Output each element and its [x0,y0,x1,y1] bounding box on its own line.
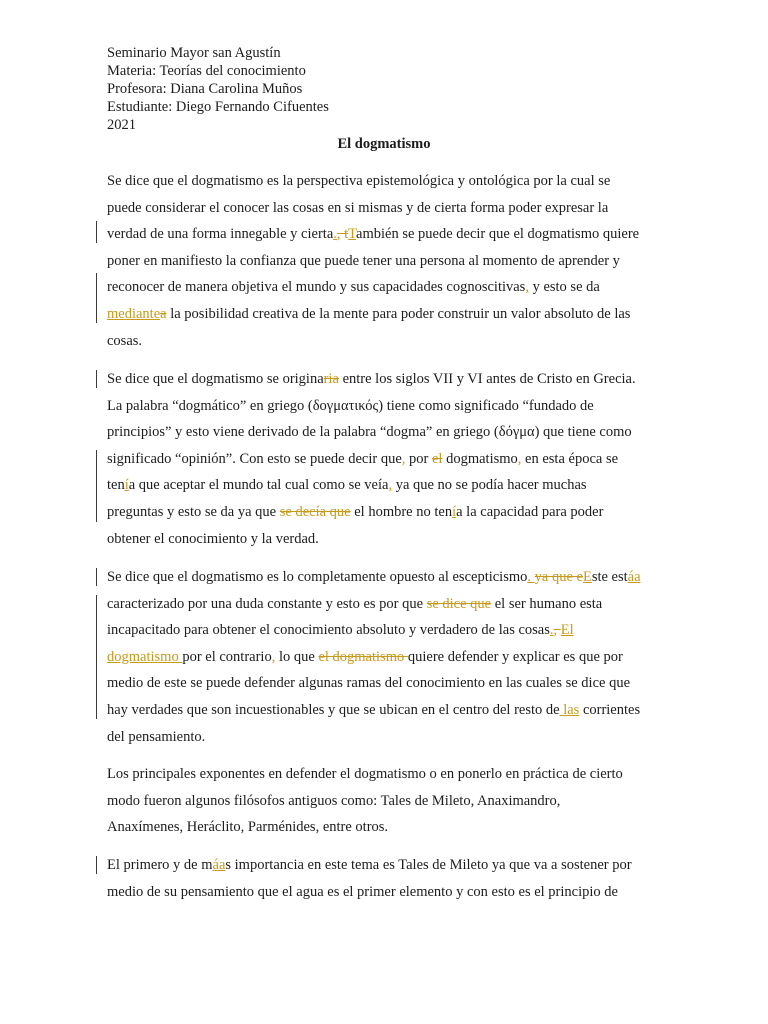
tracked-insertion: , [388,477,393,494]
text-run: Los principales exponentes en defender el dogmatismo o en ponerlo en práctica de cierto [107,766,623,782]
change-bar [96,856,97,874]
text-run: Se dice que el dogmatismo es la perspectiva epistemológica y ontológica por la cual se [107,173,611,189]
change-bar [96,568,97,586]
tracked-insertion: . [333,226,337,243]
tracked-deletion: , [553,622,561,639]
text-run: preguntas y esto se da ya que [107,503,280,520]
text-run: por [405,450,432,467]
tracked-deletion: a [160,305,167,322]
tracked-insertion: í [452,503,457,520]
text-run: reconocer de manera objetiva el mundo y sus capacidades cognoscitivas [107,279,526,296]
tracked-insertion: E [582,569,592,585]
text-run: La palabra “dogmático” en griego (δογματικός) tiene como significado “fundado de [107,397,594,414]
text-run: caracterizado por una duda constante y esto es por que [107,595,427,612]
tracked-insertion: mediante [107,305,161,322]
text-line [107,724,667,751]
text-line [107,644,667,671]
change-bar [96,450,97,522]
text-run: principios” y esto viene derivado de la palabra “dogma” en griego (δόγμα) que tiene como [107,424,632,441]
text-run: cosas. [107,332,143,349]
text-run: significado “opinión”. Con esto se puede decir que [107,450,402,467]
text-line [107,301,667,328]
header-year: 2021 [107,117,136,133]
text-run: por el contrario [182,648,272,665]
text-run: dogmatismo [442,450,518,467]
text-run: modo fueron algunos filósofos antiguos como: Tales de Mileto, Anaximandro, [107,792,561,809]
text-line [107,446,667,473]
tracked-deletion: se decía que [279,503,351,520]
text-line [107,328,667,355]
tracked-insertion: í [124,477,129,494]
text-line [107,852,667,879]
text-line [107,472,667,499]
tracked-insertion: . [549,622,554,639]
text-line [107,221,667,248]
header-professor: Profesora: Diana Carolina Muños [107,81,303,97]
text-line [107,761,667,788]
text-run: medio de su pensamiento que el agua es el primer elemento y con esto es el principio de [107,883,618,900]
change-bar [96,595,97,719]
paragraph-4 [107,761,667,841]
paragraph-5 [107,852,667,905]
text-run: ten [107,477,125,494]
text-line [107,499,667,526]
tracked-insertion: , [517,450,522,467]
tracked-deletion: ria [323,371,339,387]
text-run: Se dice que el dogmatismo es lo completamente opuesto al escepticismo [107,569,528,585]
paragraph-3 [107,564,667,750]
text-run: a la capacidad para poder [456,503,604,520]
tracked-insertion: , [271,648,276,665]
text-run: en esta época se [521,450,619,467]
document-title: El dogmatismo [337,136,431,152]
text-run: obtener el conocimiento y la verdad. [107,530,319,547]
text-line [107,366,667,393]
text-run: quiere defender y explicar es que por [407,648,623,665]
text-run: hay verdades que son incuestionables y que se ubican en el centro del resto de [107,701,560,718]
text-line [107,591,667,618]
change-bar [96,221,97,243]
tracked-insertion: las [559,701,580,718]
tracked-insertion: T [348,226,357,243]
text-line [107,617,667,644]
text-line [107,879,667,906]
tracked-insertion: , [525,279,529,296]
change-bar [96,370,97,388]
text-line [107,670,667,697]
tracked-insertion: áa [627,569,641,585]
text-line [107,248,667,275]
text-line [107,419,667,446]
text-line [107,814,667,841]
paragraph-2 [107,366,667,552]
text-line [107,274,667,301]
text-run: y esto se da [528,279,600,296]
text-run: del pensamiento. [107,728,206,745]
paragraph-1 [107,168,667,354]
header-student: Estudiante: Diego Fernando Cifuentes [107,99,329,115]
header-seminary: Seminario Mayor san Agustín [107,45,281,61]
text-run: ste est [591,569,628,585]
tracked-deletion: el dogmatismo [318,648,408,665]
text-line [107,393,667,420]
text-run: poner en manifiesto la confianza que puede tener una persona al momento de aprender y [107,252,620,269]
tracked-deletion: se dice que [426,595,492,612]
document-header [107,44,329,134]
text-run: la posibilidad creativa de la mente para poder construir un valor absoluto de las [166,305,631,322]
tracked-insertion: , [401,450,406,467]
text-line [107,697,667,724]
tracked-insertion: dogmatismo [107,648,183,665]
text-line [107,195,667,222]
text-run: el ser humano esta [491,595,603,612]
text-run: entre los siglos VII y VI antes de Cristo en Grecia. [338,371,636,387]
text-run: ambién se puede decir que el dogmatismo quiere [356,226,640,243]
text-run: ya que no se podía hacer muchas [392,477,587,494]
tracked-insertion: El [560,622,574,639]
tracked-insertion: . [527,569,535,585]
text-run: s importancia en este tema es Tales de Mileto ya que va a sostener por [225,857,632,873]
text-run: a que aceptar el mundo tal cual como se veía [128,477,389,494]
text-run: corrientes [579,701,641,718]
tracked-deletion: ya que e [534,569,583,585]
text-line [107,564,667,591]
text-run: puede considerar el conocer las cosas en si mismas y de cierta forma poder expresar la [107,199,609,216]
text-run: verdad de una forma innegable y cierta [107,226,334,243]
text-line [107,526,667,553]
text-run: lo que [275,648,319,665]
text-run: incapacitado para obtener el conocimiento absoluto y verdadero de las cosas [107,622,550,639]
text-line [107,168,667,195]
tracked-deletion: , t [336,226,349,243]
text-line [107,788,667,815]
text-run: Anaxímenes, Heráclito, Parménides, entre otros. [107,819,389,836]
text-run: el hombre no ten [350,503,453,520]
header-subject: Materia: Teorías del conocimiento [107,63,306,79]
text-run: medio de este se puede defender algunas ramas del conocimiento en las cuales se dice que [107,675,630,692]
text-run: El primero y de m [107,857,213,873]
change-bar [96,273,97,323]
tracked-insertion: áa [212,857,226,873]
text-run: Se dice que el dogmatismo se origina [107,371,324,387]
tracked-deletion: el [431,450,443,467]
